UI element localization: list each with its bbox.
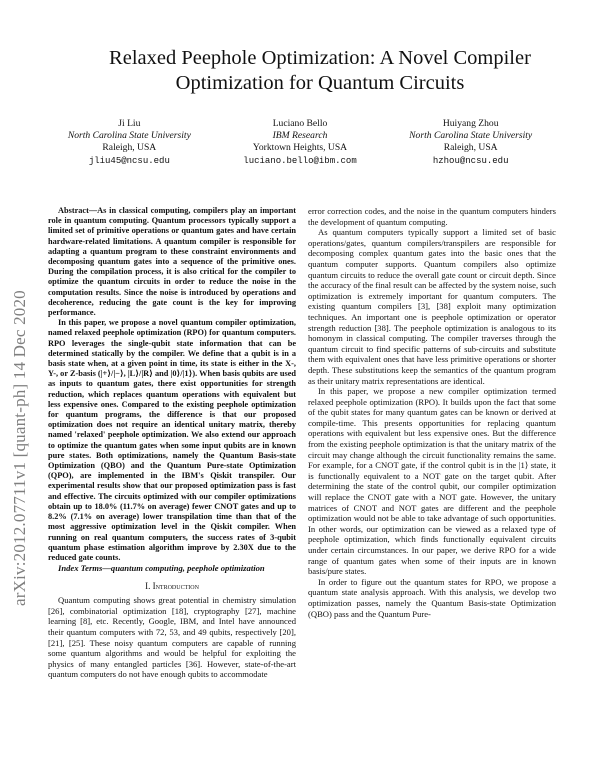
index-terms: Index Terms—quantum computing, peephole optimization	[58, 563, 265, 574]
arxiv-identifier: arXiv:2012.07711v1 [quant-ph] 14 Dec 2020	[10, 290, 29, 606]
author-email: luciano.bello@ibm.com	[243, 155, 357, 166]
body-paragraph: As quantum computers typically support a limited set of basic operations/gates, quantum compilers/transpilers are responsible for decomposing complex quantum gates into the basic ones that the quantum computer supports. Quantum compilers also optimize quantum circuits to reduce the overall gate count or circuit depth. Since the accuracy of the final result can be affected by the system noise, such optimization is extremely important for quantum computers. The existing quantum compilers [3], [38] exploit many optimization techniques. An important one is peephole optimization or operator strength reduction [38]. The peephole optimization is analogous to its homonym in classical computing. The compiler traverses through the quantum circuit to find specific patterns of sub-circuits and substitute them with equivalent ones that have less primitive operations or shorter depth. These substitutions keep the semantics of the quantum program as their unitary matrix representations are identical.	[308, 227, 557, 386]
author-affiliation: North Carolina State University	[409, 130, 533, 142]
author-location: Raleigh, USA	[102, 142, 157, 154]
body-paragraph: error correction codes, and the noise in the quantum computers hinders the development of quantum computing.	[308, 206, 556, 227]
body-paragraph: In this paper, we propose a new compiler optimization termed relaxed peephole optimization (RPO). It builds upon the fact that some of the qubit states for many quantum gates can be known or derived at compile-time. This presents opportunities for replacing quantum operations with equivalent but less expensive ones. But the difference from the existing peephole optimization is that the unitary matrix of the circuit may change although the circuit functionality remains the same. For example, for a CNOT gate, if the control qubit is in the |1⟩ state, it is functionally equivalent to a NOT gate on the target qubit. After determining the state of the control qubit, our compiler optimization will replace the CNOT gate with a NOT gate. However, the unitary matrices of CNOT and NOT gates are different and the peephole optimization would not be able to take advantage of such opportunities. In other words, our optimization can be viewed as a relaxed type of peephole optimization, which finds functionally equivalent circuits under certain circumstances. In our paper, we derive RPO for a wide range of quantum gates when some of their inputs are in known basis/pure states.	[308, 386, 556, 577]
author-email: jliu45@ncsu.edu	[88, 155, 170, 166]
author-block	[44, 118, 556, 167]
left-column	[48, 206, 296, 680]
title-line-2: Optimization for Quantum Circuits	[175, 72, 465, 94]
paper-title	[40, 46, 600, 96]
author-name: Huiyang Zhou	[442, 118, 499, 129]
author-location: Yorktown Heights, USA	[252, 142, 348, 154]
author-3	[385, 118, 556, 167]
author-affiliation: IBM Research	[272, 130, 328, 142]
intro-paragraph: Quantum computing shows great potential in chemistry simulation [26], combinatorial optimization [18], cryptography [27], machine learning [8], etc. Recently, Google, IBM, and Intel have announced their quantum computers with 72, 53, and 49 qubits, respectively [20], [21], [25]. These noisy quantum computers are capable of running some quantum algorithms and would be helpful for exploiting the physics of many entangled particles [36]. However, state-of-the-art quantum computers do not have enough qubits to accommodate	[48, 595, 296, 680]
right-column	[308, 206, 556, 619]
author-affiliation: North Carolina State University	[67, 130, 191, 142]
author-name: Ji Liu	[118, 118, 141, 129]
body-paragraph: In order to figure out the quantum states for RPO, we propose a quantum state analysis approach. With this analysis, we develop two optimization passes, namely the Quantum Basis-state Optimization (QBO) pass and the Quantum Pure-	[308, 576, 556, 619]
author-email: hzhou@ncsu.edu	[432, 155, 509, 166]
author-1	[44, 118, 215, 167]
author-2	[215, 118, 386, 167]
section-heading: I. Introduction	[145, 580, 199, 591]
abstract-paragraph: Abstract—As in classical computing, compilers play an important role in quantum computing. Quantum processors typically support a limited set of primitive operations or quantum gates and have certain hardware-related limitations. A quantum compiler is responsible for adapting a quantum program to these constraint environments and decomposing quantum gates into a sequence of the primitive ones. During the compilation process, it is also critical for the compiler to optimize the quantum circuits in order to reduce the noise in the computation results. Since the noise is introduced by operations and decoherence, reducing the gate count is the key for improving performance.	[48, 206, 296, 318]
abstract-paragraph: In this paper, we propose a novel quantum compiler optimization, named relaxed peephole optimization (RPO) for quantum computers. RPO leverages the single-qubit state information that can be determined statically by the compiler. We define that a qubit is in a basis state when, at a given point in time, its state is either in the X-, Y-, or Z-basis (|+⟩/|−⟩, |L⟩/|R⟩ and |0⟩/|1⟩). When basis qubits are used as inputs to quantum gates, there exist opportunities for strength reduction, which replaces quantum operations with equivalent but less expensive ones. Compared to the existing peephole optimization for quantum programs, the difference is that our proposed optimization does not require an identical unitary matrix, thereby named 'relaxed' peephole optimization. We also extend our approach to optimize the quantum gates when some input qubits are in known pure states. Both optimizations, namely the Quantum Basis-state Optimization (QBO) and the Quantum Pure-state Optimization (QPO), are implemented in the IBM's Qiskit transpiler. Our experimental results show that our proposed optimization pass is fast and effective. The circuits optimized with our compiler optimizations obtain up to 18.0% (11.7% on average) fewer CNOT gates and up to 8.2% (7.1% on average) lower transpilation time than that of the most aggressive optimization level in the Qiskit compiler. When running on real quantum computers, the success rates of 3-qubit quantum phase estimation algorithm improve by 2.30X due to the reduced gate counts.	[48, 318, 296, 562]
author-name: Luciano Bello	[272, 118, 328, 129]
abstract	[48, 206, 296, 563]
title-line-1: Relaxed Peephole Optimization: A Novel Compiler	[109, 47, 531, 69]
author-location: Raleigh, USA	[443, 142, 498, 154]
arxiv-sidebar	[6, 186, 32, 606]
